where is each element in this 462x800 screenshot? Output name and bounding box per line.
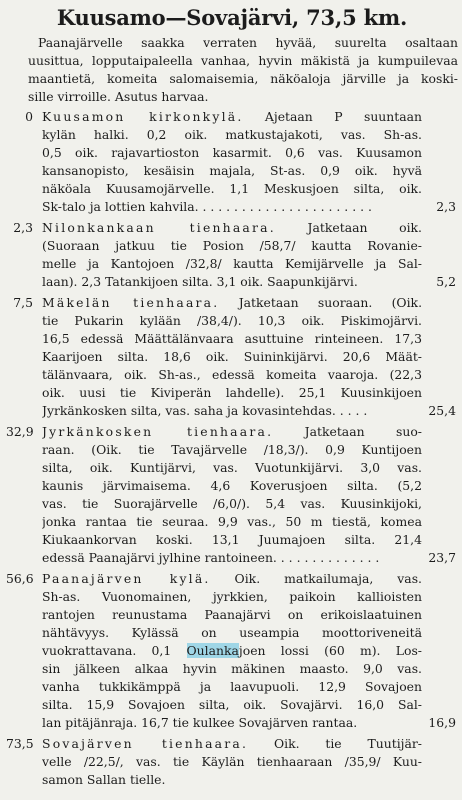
margin-spacer bbox=[422, 624, 458, 642]
margin-spacer bbox=[422, 459, 458, 477]
entry-line bbox=[42, 696, 458, 714]
margin-spacer bbox=[422, 477, 458, 495]
margin-spacer bbox=[422, 696, 458, 714]
cumulative-distance: 2,3 bbox=[436, 199, 456, 214]
entry-line bbox=[42, 642, 458, 660]
entry-body bbox=[42, 570, 458, 732]
entry-text: tie Pukarin kylään /38,4/). 10,3 oik. Piskimojärvi. bbox=[42, 313, 422, 328]
margin-spacer bbox=[422, 366, 458, 384]
entry-line bbox=[42, 384, 458, 402]
margin-spacer bbox=[422, 531, 458, 549]
entry-body bbox=[42, 294, 458, 420]
entry-line bbox=[42, 753, 458, 771]
entry-text: Jatketaan oik. bbox=[275, 220, 422, 235]
entry-line bbox=[42, 495, 458, 513]
entry-line bbox=[42, 531, 458, 549]
margin-spacer bbox=[422, 294, 458, 312]
entry-line bbox=[42, 714, 458, 732]
margin-spacer bbox=[422, 348, 458, 366]
entry-text: (Suoraan jatkuu tie Posion /58,7/ kautta Rovanie- bbox=[42, 238, 422, 253]
entry-line bbox=[42, 477, 458, 495]
margin-spacer bbox=[422, 144, 458, 162]
cumulative-distance bbox=[422, 771, 458, 789]
margin-spacer bbox=[422, 441, 458, 459]
entry-text: raan. (Oik. tie Tavajärvelle /18,3/). 0,9 Kuntijoen bbox=[42, 442, 422, 457]
highlighted-word: Oulanka bbox=[186, 643, 239, 658]
entry-text: laan). 2,3 Tatankijoen silta. 3,1 oik. Saapunkijärvi. bbox=[42, 274, 358, 289]
entry-line bbox=[42, 108, 458, 126]
entry-text: Sk-talo ja lottien kahvila. . . . . . . . . . . . . . . . . . . . . . . bbox=[42, 199, 372, 214]
place-name: Jyrkänkosken tienhaara. bbox=[42, 424, 274, 439]
entry-line bbox=[42, 735, 458, 753]
route-entry bbox=[6, 423, 458, 567]
entry-line bbox=[42, 549, 458, 567]
entry-text: silta. 15,9 Sovajoen silta, oik. Sovajärvi. 16,0 Sal- bbox=[42, 697, 422, 712]
margin-spacer bbox=[422, 570, 458, 588]
entry-text: Kiukaankorvan koski. 13,1 Juumajoen silta. 21,4 bbox=[42, 532, 422, 547]
cumulative-distance: 23,7 bbox=[428, 550, 456, 565]
entry-line bbox=[42, 570, 458, 588]
entry-line bbox=[42, 366, 458, 384]
entry-text: Oik. matkailumaja, vas. bbox=[210, 571, 422, 586]
kilometer-marker: 73,5 bbox=[6, 736, 34, 751]
entry-body bbox=[42, 423, 458, 567]
entry-text: tälänvaara, oik. Sh-as., edessä komeita vaaroja. (22,3 bbox=[42, 367, 422, 382]
entry-text: sin jälkeen alkaa hyvin mäkinen maasto. 9,0 vas. bbox=[42, 661, 422, 676]
entry-text: melle ja Kantojoen /32,8/ kautta Kemijärvelle ja Sal- bbox=[42, 256, 422, 271]
entry-line bbox=[42, 588, 458, 606]
margin-spacer bbox=[422, 735, 458, 753]
entry-line bbox=[42, 237, 458, 255]
margin-spacer bbox=[422, 180, 458, 198]
entry-line bbox=[42, 219, 458, 237]
margin-spacer bbox=[422, 108, 458, 126]
entry-line bbox=[42, 441, 458, 459]
entry-line bbox=[42, 423, 458, 441]
margin-spacer bbox=[422, 219, 458, 237]
entry-text: kylän halki. 0,2 oik. matkustajakoti, vas. Sh-as. bbox=[42, 127, 422, 142]
entry-text: edessä Paanajärvi jylhine rantoineen. . . . . . . . . . . . . . bbox=[42, 550, 380, 565]
entry-text: kaunis järvimaisema. 4,6 Koverusjoen silta. (5,2 bbox=[42, 478, 422, 493]
entry-text: kansanopisto, kesäisin majala, St-as. 0,9 oik. hyvä bbox=[42, 163, 422, 178]
place-name: Sovajärven tienhaara. bbox=[42, 736, 249, 751]
margin-spacer bbox=[422, 588, 458, 606]
margin-spacer bbox=[422, 237, 458, 255]
entry-text: vas. tie Suorajärvelle /6,0/). 5,4 vas. Kuusinkijoki, bbox=[42, 496, 422, 511]
entry-line bbox=[42, 771, 458, 789]
entry-text: oik. uusi tie Kiviperän lahdelle). 25,1 Kuusinkijoen bbox=[42, 385, 422, 400]
margin-spacer bbox=[422, 660, 458, 678]
route-entry bbox=[6, 570, 458, 732]
place-name: Paanajärven kylä. bbox=[42, 571, 211, 586]
margin-spacer bbox=[422, 642, 458, 660]
entry-text: samon Sallan tielle. bbox=[42, 772, 166, 787]
entry-text: vuokrattavana. 0,1 bbox=[42, 643, 187, 658]
entry-text: Kaarijoen silta. 18,6 oik. Suininkijärvi. 20,6 Määt- bbox=[42, 349, 422, 364]
entry-line bbox=[42, 624, 458, 642]
entry-text: näköala Kuusamojärvelle. 1,1 Meskusjoen silta, oik. bbox=[42, 181, 422, 196]
entry-body bbox=[42, 735, 458, 789]
entry-line bbox=[42, 144, 458, 162]
margin-spacer bbox=[422, 312, 458, 330]
entry-text: Jatketaan suoraan. (Oik. bbox=[219, 295, 422, 310]
cumulative-distance: 5,2 bbox=[436, 274, 456, 289]
entry-body bbox=[42, 219, 458, 291]
entry-line bbox=[42, 126, 458, 144]
entry-line bbox=[42, 162, 458, 180]
route-entry bbox=[6, 294, 458, 420]
place-name: Nilonkankaan tienhaara. bbox=[42, 220, 276, 235]
entry-line bbox=[42, 312, 458, 330]
margin-spacer bbox=[422, 162, 458, 180]
entry-text: nähtävyys. Kylässä on useampia moottoriveneitä bbox=[42, 625, 422, 640]
entry-line bbox=[42, 180, 458, 198]
entry-text: velle /22,5/, vas. tie Käylän tienhaaraan /35,9/ Kuu- bbox=[42, 754, 422, 769]
kilometer-marker: 0 bbox=[25, 109, 33, 124]
entry-text: Ajetaan P suuntaan bbox=[243, 109, 422, 124]
entry-line bbox=[42, 255, 458, 273]
margin-spacer bbox=[422, 753, 458, 771]
route-entry bbox=[6, 108, 458, 216]
margin-spacer bbox=[422, 495, 458, 513]
intro-line: maantietä, komeita salomaisemia, näköaloja järville ja koski- bbox=[28, 71, 458, 86]
entry-text: vanha tukkikämppä ja laavupuoli. 12,9 Sovajoen bbox=[42, 679, 422, 694]
entry-text: joen lossi (60 m). Los- bbox=[238, 643, 422, 658]
entry-text: 16,5 edessä Määttälänvaara asuttuine rinteineen. 17,3 bbox=[42, 331, 422, 346]
entry-line bbox=[42, 273, 458, 291]
entry-text: Jyrkänkosken silta, vas. saha ja kovasintehdas. . . . . bbox=[42, 403, 368, 418]
entry-body bbox=[42, 108, 458, 216]
route-introduction bbox=[6, 34, 458, 106]
margin-spacer bbox=[422, 126, 458, 144]
margin-spacer bbox=[422, 423, 458, 441]
entry-text: 0,5 oik. rajavartioston kasarmit. 0,6 vas. Kuusamon bbox=[42, 145, 422, 160]
margin-spacer bbox=[422, 255, 458, 273]
entry-line bbox=[42, 678, 458, 696]
entry-line bbox=[42, 459, 458, 477]
entry-text: Jatketaan suo- bbox=[273, 424, 422, 439]
margin-spacer bbox=[422, 678, 458, 696]
kilometer-marker: 2,3 bbox=[13, 220, 33, 235]
entry-text: Sh-as. Vuonomainen, jyrkkien, paikoin kallioisten bbox=[42, 589, 422, 604]
entry-line bbox=[42, 198, 458, 216]
entry-line bbox=[42, 402, 458, 420]
intro-line: sille virroille. Asutus harvaa. bbox=[28, 89, 209, 104]
entry-line bbox=[42, 513, 458, 531]
entry-text: lan pitäjänraja. 16,7 tie kulkee Sovajärven rantaa. bbox=[42, 715, 358, 730]
intro-line: Paanajärvelle saakka verraten hyvää, suurelta osaltaan bbox=[38, 35, 458, 50]
kilometer-marker: 56,6 bbox=[6, 571, 34, 586]
entry-text: silta, oik. Kuntijärvi, vas. Vuotunkijärvi. 3,0 vas. bbox=[42, 460, 422, 475]
entry-line bbox=[42, 294, 458, 312]
entry-text: Oik. tie Tuutijär- bbox=[248, 736, 422, 751]
margin-spacer bbox=[422, 513, 458, 531]
entry-text: rantojen reunustama Paanajärvi on erikoislaatuinen bbox=[42, 607, 422, 622]
entry-line bbox=[42, 348, 458, 366]
route-entry bbox=[6, 219, 458, 291]
entry-text: jonka rantaa tie seuraa. 9,9 vas., 50 m tiestä, komea bbox=[42, 514, 422, 529]
kilometer-marker: 7,5 bbox=[13, 295, 33, 310]
entry-line bbox=[42, 606, 458, 624]
page-title: Kuusamo—Sovajärvi, 73,5 km. bbox=[56, 5, 408, 30]
route-entries bbox=[6, 108, 458, 789]
place-name: Mäkelän tienhaara. bbox=[42, 295, 220, 310]
margin-spacer bbox=[422, 330, 458, 348]
route-entry bbox=[6, 735, 458, 789]
margin-spacer bbox=[422, 384, 458, 402]
entry-line bbox=[42, 660, 458, 678]
margin-spacer bbox=[422, 606, 458, 624]
cumulative-distance: 25,4 bbox=[428, 403, 456, 418]
kilometer-marker: 32,9 bbox=[6, 424, 34, 439]
entry-line bbox=[42, 330, 458, 348]
cumulative-distance: 16,9 bbox=[428, 715, 456, 730]
intro-line: uusittua, lopputaipaleella vanhaa, hyvin mäkistä ja kumpuilevaa bbox=[28, 53, 458, 68]
place-name: Kuusamon kirkonkylä. bbox=[42, 109, 244, 124]
